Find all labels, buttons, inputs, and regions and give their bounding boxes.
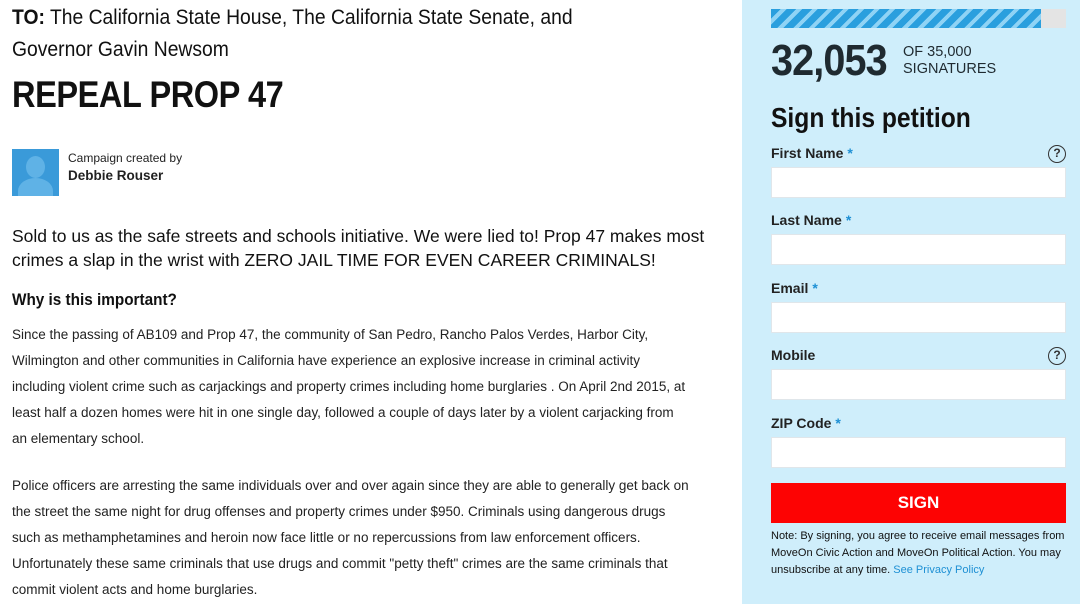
- zip-code-label: ZIP Code *: [771, 415, 841, 431]
- why-important-heading: Why is this important?: [12, 290, 177, 309]
- creator-label: Campaign created by: [68, 151, 183, 165]
- to-label: TO:: [12, 6, 45, 29]
- email-label: Email *: [771, 280, 818, 296]
- body-paragraph-1: Since the passing of AB109 and Prop 47, the community of San Pedro, Rancho Palos Verdes, Harbor City, Wilmington and other communities in California have experience an explosive increase in criminal activity including violent crime such as carjackings and property crimes including home burglaries . On April 2nd 2015, at least half a dozen homes were hit in one single day, followed a couple of days later by a violent carjacking from an elementary school.: [12, 327, 686, 446]
- petition-summary: Sold to us as the safe streets and schools initiative. We were lied to! Prop 47 makes most crimes a slap in the wrist with ZERO JAIL TIME FOR EVEN CAREER CRIMINALS!: [12, 226, 705, 270]
- signature-count: [771, 36, 996, 86]
- privacy-policy-link[interactable]: See Privacy Policy: [893, 564, 985, 576]
- recipients-line: [12, 2, 656, 66]
- mobile-input[interactable]: [771, 369, 1066, 400]
- last-name-label: Last Name *: [771, 212, 852, 228]
- person-silhouette-icon: [12, 149, 59, 196]
- signing-disclaimer: [771, 528, 1069, 579]
- disclaimer-text: Note: By signing, you agree to receive email messages from MoveOn Civic Action and MoveOn Political Action. You may unsubscribe at any time.: [771, 530, 1065, 576]
- campaign-creator: [12, 149, 182, 196]
- petition-sidebar: [742, 0, 1080, 604]
- required-marker: *: [845, 212, 852, 228]
- question-circle-icon[interactable]: ?: [1048, 145, 1066, 163]
- recipients-text: The California State House, The California State Senate, and Governor Gavin Newsom: [12, 6, 573, 61]
- signature-progress-fill: [771, 9, 1041, 28]
- creator-name: Debbie Rouser: [68, 168, 164, 183]
- signature-goal-line2: SIGNATURES: [903, 61, 997, 77]
- first-name-input[interactable]: [771, 167, 1066, 198]
- sign-button[interactable]: SIGN: [771, 483, 1066, 523]
- signature-count-number: 32,053: [771, 36, 887, 85]
- last-name-input[interactable]: [771, 234, 1066, 265]
- signature-goal: [903, 44, 996, 78]
- required-marker: *: [812, 280, 818, 296]
- required-marker: *: [847, 145, 853, 161]
- petition-title: REPEAL PROP 47: [12, 74, 284, 115]
- signature-progress-bar: [771, 9, 1066, 28]
- required-marker: *: [835, 415, 841, 431]
- body-paragraph-2: Police officers are arresting the same individuals over and over again since they are able to generally get back on the street the same night for drug offenses and property crimes under $950. Criminals using dangerous drugs such as methamphetamines and heroin now face little or no repercussions from law enforcement officers. Unfortunately these same criminals that use drugs and commit "petty theft" crimes are the same criminals that commit violent acts and home burglaries.: [12, 478, 689, 597]
- question-circle-icon[interactable]: ?: [1048, 347, 1066, 365]
- email-input[interactable]: [771, 302, 1066, 333]
- zip-code-input[interactable]: [771, 437, 1066, 468]
- signature-goal-line1: OF 35,000: [903, 44, 972, 60]
- first-name-label: First Name *: [771, 145, 853, 161]
- mobile-label: Mobile: [771, 347, 816, 363]
- sign-form-title: Sign this petition: [771, 102, 971, 133]
